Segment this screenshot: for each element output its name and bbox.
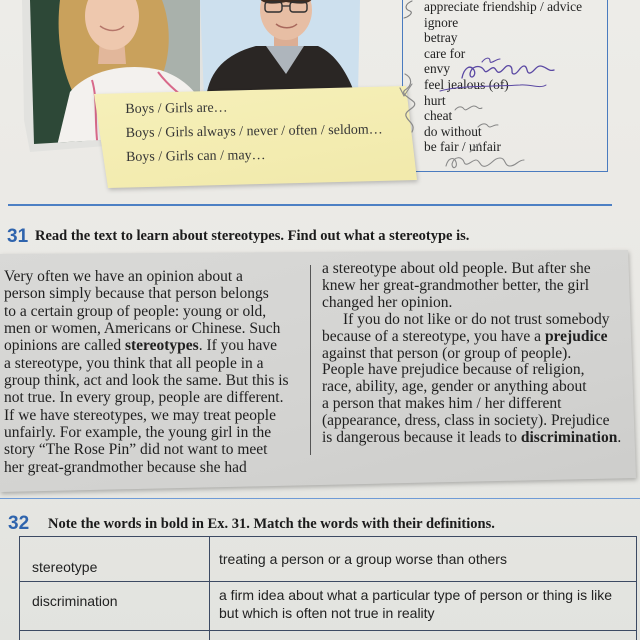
text-line: to a certain group of people: young or old, xyxy=(4,302,267,320)
word-item: hurt xyxy=(424,92,446,108)
text-segment: opinions are called xyxy=(4,337,125,355)
text-line: her great-grandmother because she had xyxy=(4,458,247,476)
word-item: cheat xyxy=(424,108,453,124)
text-segment: . xyxy=(617,429,622,447)
text-line: (appearance, dress, class in society). Prejudice xyxy=(322,412,610,430)
exercise-number: 32 xyxy=(8,513,30,534)
word-item: envy xyxy=(424,61,451,77)
table-cell-word: stereotype xyxy=(32,559,98,575)
text-line: a stereotype, you think that all people in a xyxy=(4,354,264,372)
exercise-number: 31 xyxy=(7,226,29,247)
text-line: men or women, Americans or Chinese. Such xyxy=(4,320,281,338)
word-item: betray xyxy=(424,30,458,46)
matching-table xyxy=(19,536,637,640)
text-segment: is dangerous because it leads to xyxy=(322,429,521,447)
text-line xyxy=(4,337,289,354)
text-segment: because of a stereotype, you have a xyxy=(322,327,545,345)
text-line: person simply because that person belongs xyxy=(4,285,269,303)
table-cell-definition: a firm idea about what a particular type of person or thing is like but which is often not true in reality xyxy=(219,587,612,621)
text-line xyxy=(322,430,621,447)
word-item: appreciate friendship / advice xyxy=(424,0,583,14)
text-column-right xyxy=(322,261,621,447)
table-cell-word: discrimination xyxy=(32,593,118,609)
sentence-starter: Boys / Girls always / never / often / seldom… xyxy=(125,122,383,141)
column-separator xyxy=(310,265,311,455)
text-line: race, ability, age, gender or anything about xyxy=(322,378,587,396)
section-divider xyxy=(8,204,612,206)
text-line: changed her opinion. xyxy=(322,293,453,311)
text-column-left xyxy=(4,268,289,476)
text-line: unfairly. For example, the young girl in the xyxy=(4,424,272,442)
ink-handwriting xyxy=(482,58,500,62)
ink-underline xyxy=(440,85,546,91)
text-segment: . If you have xyxy=(198,337,278,355)
table-row xyxy=(20,631,636,640)
text-line xyxy=(322,329,621,346)
word-item: be fair / unfair xyxy=(424,139,501,155)
bold-term-prejudice: prejudice xyxy=(544,327,608,345)
pencil-mark xyxy=(404,74,415,132)
table-cell-definition: treating a person or a group worse than others xyxy=(219,551,507,567)
pencil-mark xyxy=(404,1,412,18)
bold-term-discrimination: discrimination xyxy=(520,429,618,447)
ink-handwriting xyxy=(462,66,554,78)
text-line: knew her great-grandmother better, the girl xyxy=(322,276,590,294)
word-item: ignore xyxy=(424,14,459,30)
pencil-mark xyxy=(470,143,480,152)
text-line: story “The Rose Pin” did not want to meet xyxy=(4,441,268,459)
text-line: If you do not like or do not trust somebody xyxy=(343,310,610,328)
sentence-starter: Boys / Girls are… xyxy=(125,100,228,117)
pencil-handwriting xyxy=(478,124,498,127)
exercise-instruction: Note the words in bold in Ex. 31. Match the words with their definitions. xyxy=(48,516,495,532)
text-line: People have prejudice because of religion, xyxy=(322,361,585,379)
text-line: a stereotype about old people. But after she xyxy=(322,260,591,277)
word-item: care for xyxy=(424,45,466,61)
text-line: not true. In every group, people are different. xyxy=(4,389,284,407)
table-row xyxy=(20,537,636,582)
text-line: If we have stereotypes, we may treat people xyxy=(4,406,276,424)
word-item: do without xyxy=(424,123,482,139)
text-line: group think, act and look the same. But this is xyxy=(4,372,289,390)
sentence-starter: Boys / Girls can / may… xyxy=(125,148,266,165)
table-column-divider xyxy=(209,537,210,640)
text-line: a person that makes him / her different xyxy=(322,395,562,413)
word-item: feel jealous (of) xyxy=(424,76,509,92)
exercise-instruction: Read the text to learn about stereotypes. Find out what a stereotype is. xyxy=(35,228,470,244)
section-divider xyxy=(0,498,640,499)
text-line: against that person (or group of people). xyxy=(322,344,572,362)
pencil-handwriting xyxy=(455,106,482,110)
table-row xyxy=(20,582,636,631)
bold-term-stereotypes: stereotypes xyxy=(124,337,199,355)
handwritten-notes xyxy=(0,0,640,200)
text-line: Very often we have an opinion about a xyxy=(4,268,243,285)
pencil-handwriting xyxy=(446,158,524,168)
